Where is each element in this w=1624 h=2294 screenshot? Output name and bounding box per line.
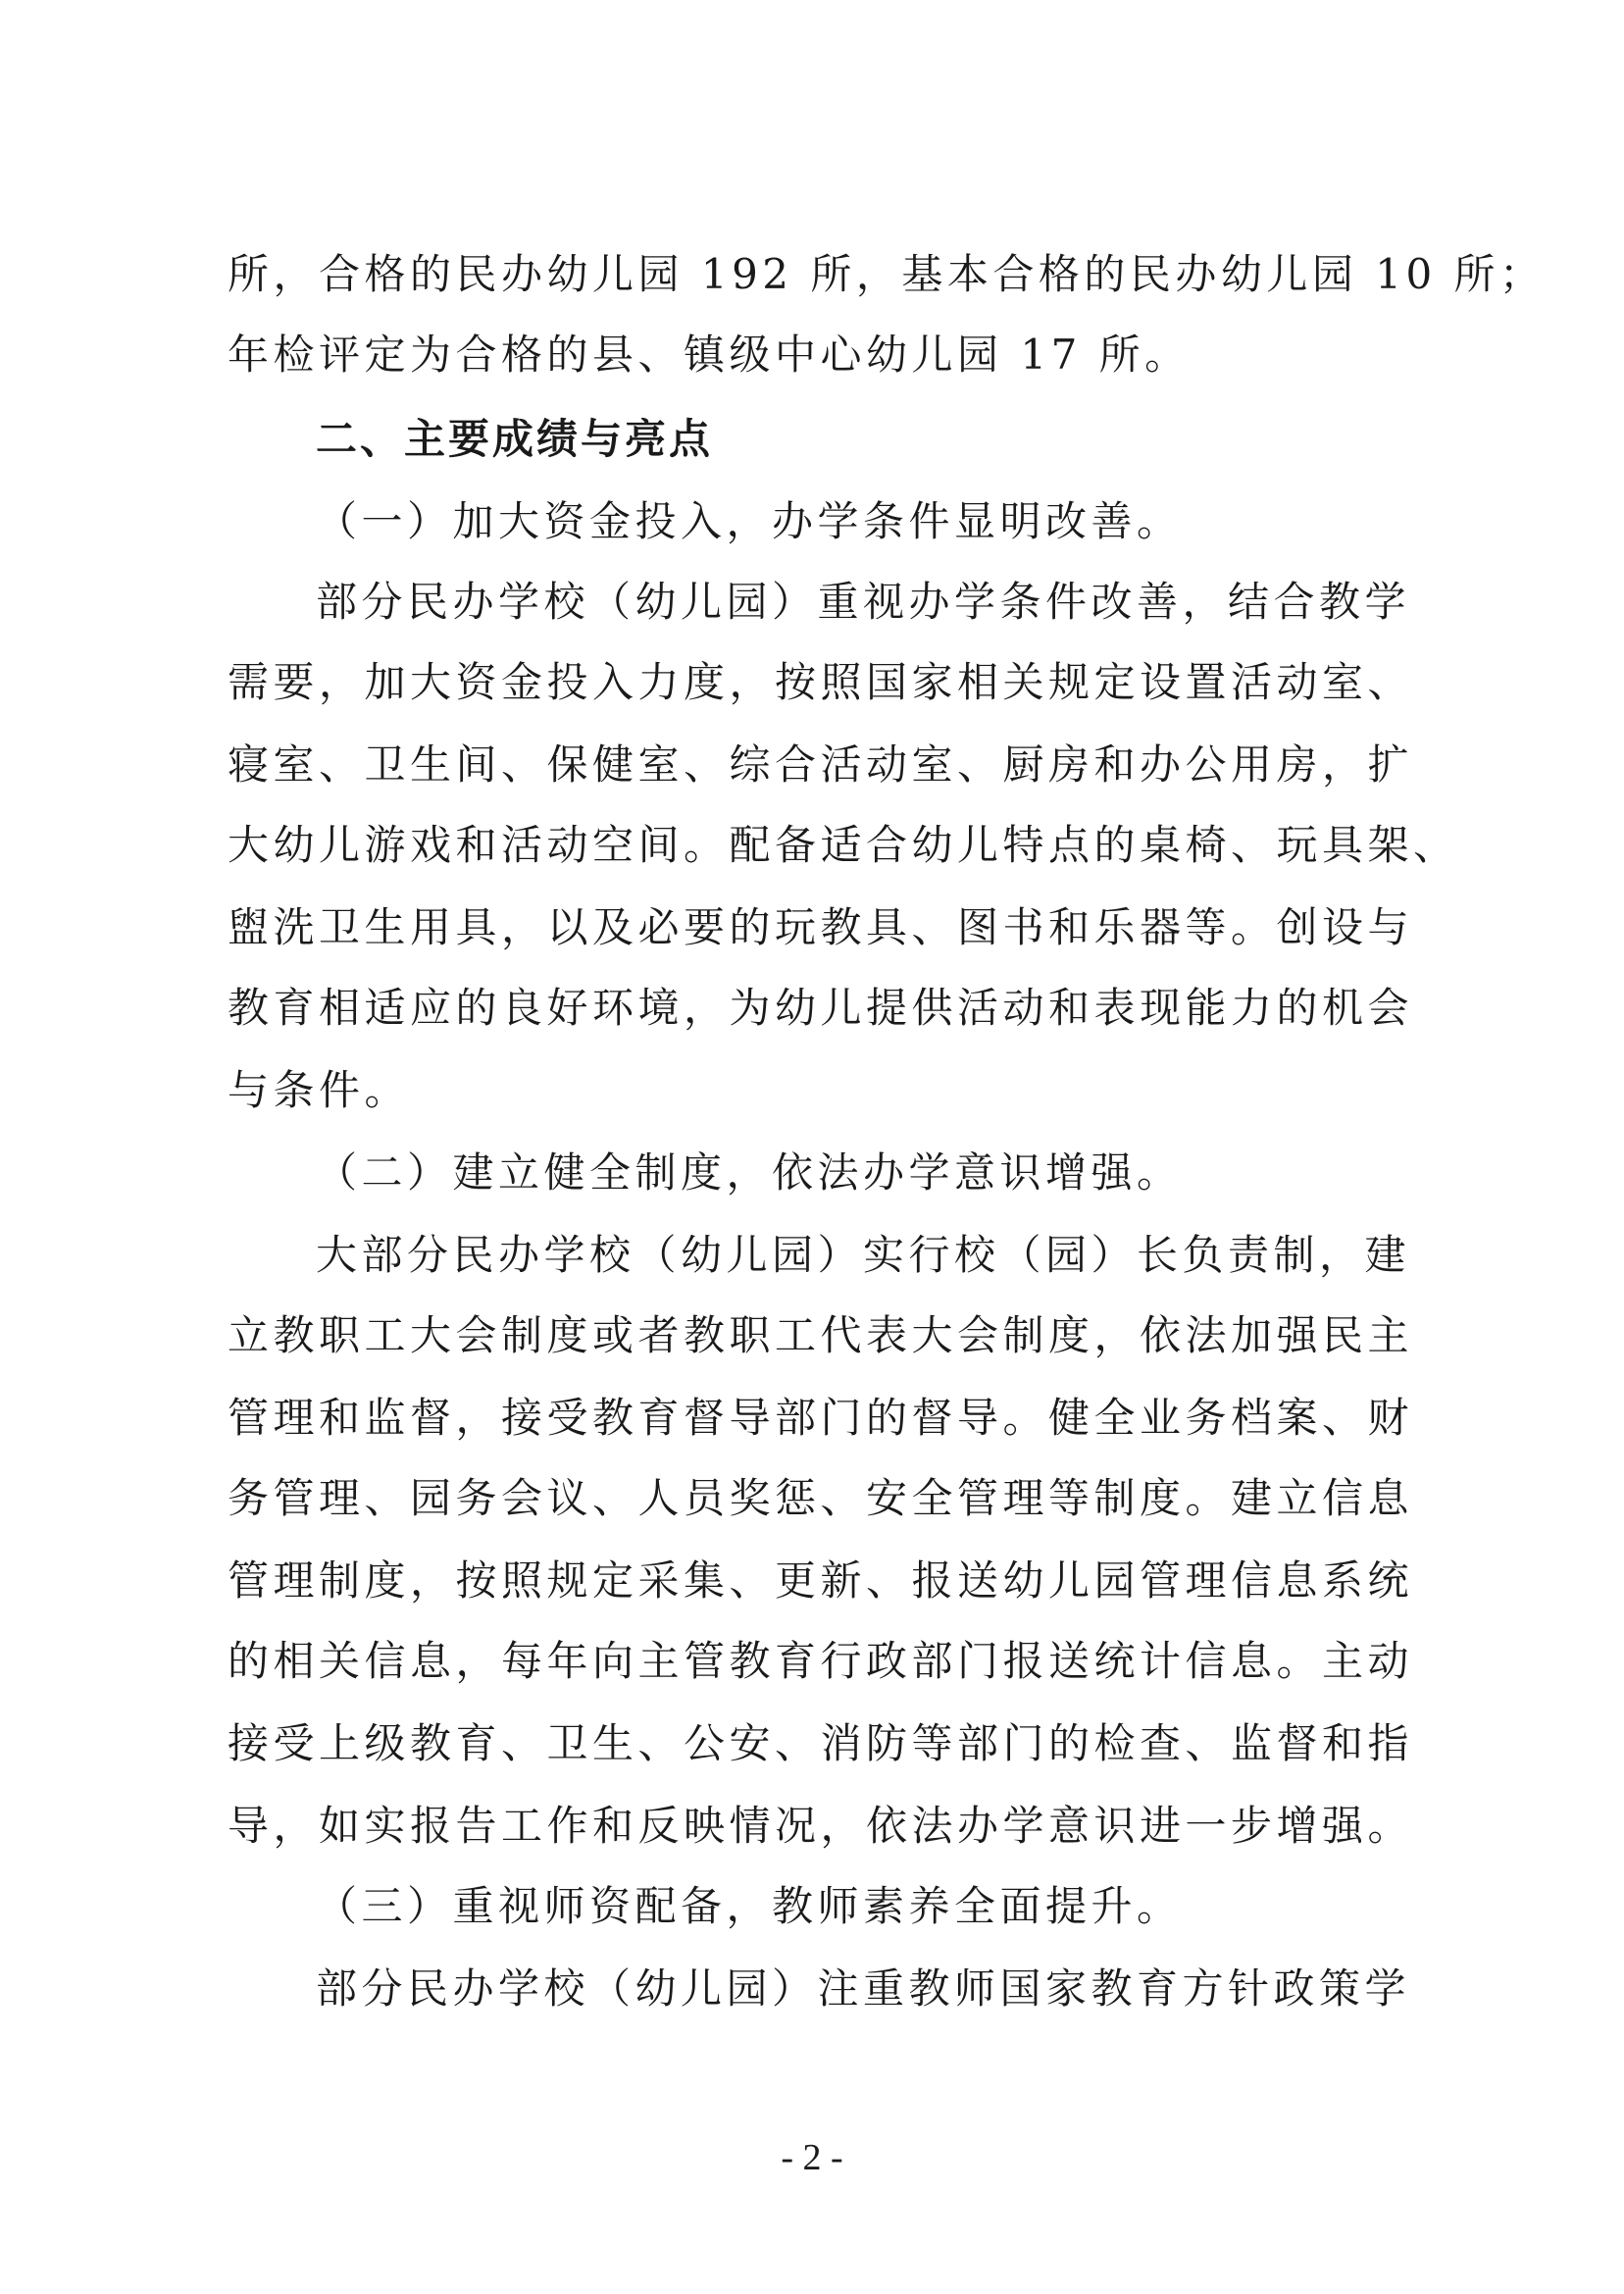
- page-number: - 2 -: [781, 2137, 843, 2178]
- body-text-line: 立教职工大会制度或者教职工代表大会制度，依法加强民主: [228, 1311, 1414, 1359]
- body-text-line: 年检评定为合格的县、镇级中心幼儿园 17 所。: [228, 331, 1191, 379]
- body-text-line: 大幼儿游戏和活动空间。配备适合幼儿特点的桌椅、玩具架、: [228, 821, 1459, 869]
- body-text-line: 部分民办学校（幼儿园）重视办学条件改善，结合教学: [316, 578, 1411, 626]
- body-text-line: 的相关信息，每年向主管教育行政部门报送统计信息。主动: [228, 1637, 1414, 1685]
- subsection-heading: （二）建立健全制度，依法办学意识增强。: [316, 1148, 1183, 1197]
- body-text-line: 所，合格的民办幼儿园 192 所，基本合格的民办幼儿园 10 所；: [228, 250, 1546, 298]
- body-text-line: 管理和监督，接受教育督导部门的督导。健全业务档案、财: [228, 1394, 1414, 1442]
- body-text-line: 部分民办学校（幼儿园）注重教师国家教育方针政策学: [316, 1964, 1411, 2013]
- body-text-line: 寝室、卫生间、保健室、综合活动室、厨房和办公用房，扩: [228, 740, 1414, 789]
- body-text-line: 教育相适应的良好环境，为幼儿提供活动和表现能力的机会: [228, 984, 1414, 1032]
- body-text-line: 大部分民办学校（幼儿园）实行校（园）长负责制，建: [316, 1231, 1411, 1279]
- body-text-line: 管理制度，按照规定采集、更新、报送幼儿园管理信息系统: [228, 1556, 1414, 1605]
- subsection-heading: （三）重视师资配备，教师素养全面提升。: [316, 1882, 1183, 1930]
- body-text-line: 务管理、园务会议、人员奖惩、安全管理等制度。建立信息: [228, 1474, 1414, 1522]
- body-text-line: 接受上级教育、卫生、公安、消防等部门的检查、监督和指: [228, 1719, 1414, 1767]
- body-text-line: 导，如实报告工作和反映情况，依法办学意识进一步增强。: [228, 1802, 1414, 1850]
- subsection-heading: （一）加大资金投入，办学条件显明改善。: [316, 497, 1183, 545]
- body-text-line: 与条件。: [228, 1066, 411, 1114]
- section-heading: 二、主要成绩与亮点: [316, 415, 714, 463]
- body-text-line: 盥洗卫生用具，以及必要的玩教具、图书和乐器等。创设与: [228, 903, 1414, 951]
- body-text-line: 需要，加大资金投入力度，按照国家相关规定设置活动室、: [228, 658, 1414, 706]
